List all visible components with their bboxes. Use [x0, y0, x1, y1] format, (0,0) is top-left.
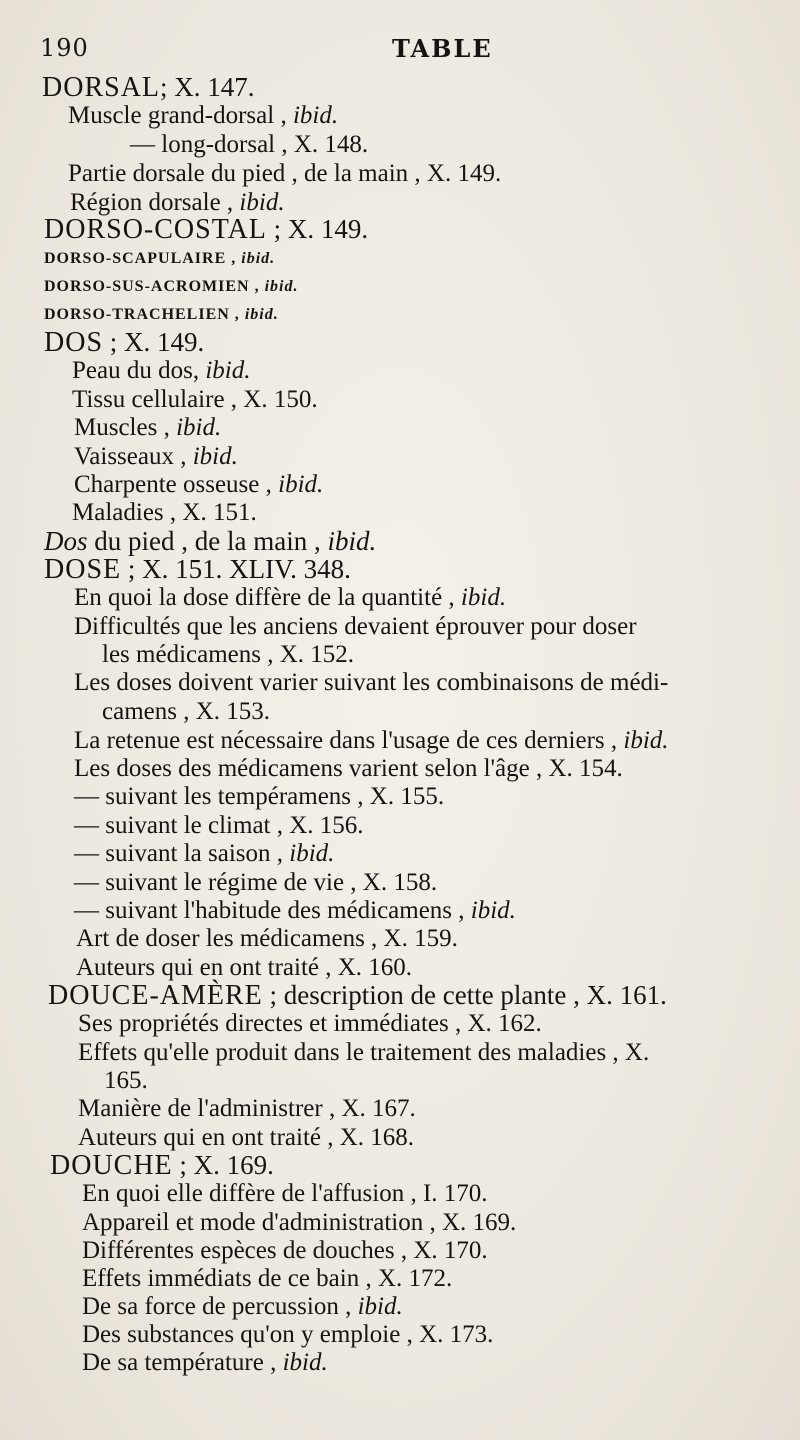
entry-text: Tissu cellulaire , X. 150. — [72, 386, 318, 413]
page-number: 190 — [40, 34, 89, 62]
entry-text: DORSO-SCAPULAIRE , — [44, 250, 242, 267]
entry-text: Muscles , — [74, 414, 177, 441]
index-entry-line — [82, 1208, 516, 1238]
entry-italic-text: ibid. — [192, 443, 238, 470]
index-entry-line — [72, 498, 257, 528]
entry-text: Difficultés que les anciens devaient éprouver pour doser — [74, 613, 637, 640]
entry-text: ; description de cette plante , X. 161. — [262, 980, 667, 1010]
entry-italic-text: ibid. — [239, 189, 285, 216]
index-entry-line — [74, 754, 623, 784]
index-entry-line — [82, 1320, 493, 1350]
entry-text: — suivant l'habitude des médicamens , — [74, 897, 471, 924]
entry-italic-text: ibid. — [623, 727, 669, 754]
entry-text: Appareil et mode d'administration , X. 169. — [82, 1209, 517, 1236]
entry-italic-text: Dos — [44, 526, 88, 556]
index-entry-line — [104, 1066, 148, 1096]
entry-italic-text: ibid. — [470, 897, 516, 924]
entry-headword: DOSE — [44, 554, 122, 585]
entry-text: du pied , de la main , — [87, 526, 328, 556]
entry-text: La retenue est nécessaire dans l'usage de ces derniers , — [74, 727, 624, 754]
entry-text: ; X. 169. — [172, 1150, 274, 1180]
index-entry-line — [78, 1123, 414, 1153]
entry-italic-text: ibid. — [357, 1293, 403, 1320]
entry-text: Région dorsale , — [70, 189, 240, 216]
entry-text: Partie dorsale du pied , de la main , X. 149. — [68, 160, 502, 187]
entry-text: Peau du dos, — [72, 357, 206, 384]
index-entry-line — [74, 811, 364, 841]
entry-italic-text: ibid. — [327, 526, 377, 556]
index-entry-line — [74, 868, 437, 898]
index-entry-line — [42, 72, 255, 103]
index-entry-line — [68, 101, 338, 131]
index-entry-line — [68, 159, 501, 189]
index-entry-line — [44, 244, 275, 274]
entry-text: camens , X. 153. — [102, 698, 271, 725]
index-entry-line — [78, 1038, 649, 1068]
index-entry-line — [44, 300, 279, 330]
entry-text: — long-dorsal , X. 148. — [130, 131, 369, 158]
index-entry-line — [82, 1264, 452, 1294]
entry-text: Vaisseaux , — [74, 443, 193, 470]
entry-italic-text: ibid. — [264, 278, 299, 295]
entry-text: ; X. 149. — [103, 327, 205, 357]
index-entry-line — [82, 1348, 328, 1378]
entry-text: Ses propriétés directes et immédiates , X. 162. — [78, 1010, 542, 1037]
index-entry-line — [74, 839, 334, 869]
index-entry-line — [44, 272, 298, 302]
entry-headword: DORSO-COSTAL — [44, 214, 267, 245]
index-entry-line — [50, 1150, 274, 1181]
entry-text: ; X. 151. XLIV. 348. — [121, 554, 351, 584]
entry-italic-text: ibid. — [278, 471, 324, 498]
entry-text: Muscle grand-dorsal , — [68, 102, 293, 129]
entry-text: En quoi elle diffère de l'affusion , I. 170. — [82, 1180, 488, 1207]
index-entry-line — [72, 356, 250, 386]
entry-headword: DOS — [44, 327, 104, 358]
index-entry-line — [82, 1236, 488, 1266]
entry-text: — suivant le régime de vie , X. 158. — [74, 869, 438, 896]
index-entry-line — [78, 1009, 542, 1039]
entry-text: — suivant les tempéramens , X. 155. — [74, 783, 445, 810]
entry-text: De sa force de percussion , — [82, 1293, 358, 1320]
entry-italic-text: ibid. — [282, 1349, 328, 1376]
entry-text: les médicamens , X. 152. — [102, 641, 355, 668]
entry-text: Auteurs qui en ont traité , X. 160. — [76, 954, 413, 981]
index-entry-line — [82, 1179, 488, 1209]
index-entry-line — [74, 612, 637, 642]
index-entry-line — [44, 554, 351, 585]
entry-text: Effets qu'elle produit dans le traitement des maladies , X. — [78, 1039, 650, 1066]
entry-headword: DOUCE-AMÈRE — [48, 980, 263, 1011]
entry-text: 165. — [104, 1067, 148, 1094]
entry-text: Manière de l'administrer , X. 167. — [78, 1095, 416, 1122]
index-entry-line — [74, 726, 669, 756]
entry-text: De sa température , — [82, 1349, 283, 1376]
entry-text: Différentes espèces de douches , X. 170. — [82, 1237, 488, 1264]
index-entry-line — [102, 697, 270, 727]
entry-text: Les doses doivent varier suivant les combinaisons de médi- — [74, 669, 669, 696]
index-entry-line — [74, 413, 221, 443]
index-entry-line — [44, 327, 204, 358]
index-entry-line — [74, 896, 516, 926]
entry-headword: DOUCHE — [50, 1150, 173, 1181]
entry-headword: DORSAL — [42, 72, 161, 103]
entry-text: DORSO-SUS-ACROMIEN , — [44, 278, 265, 295]
index-entry-line — [44, 526, 376, 556]
entry-italic-text: ibid. — [176, 414, 222, 441]
index-entry-line — [74, 782, 444, 812]
index-entry-line — [130, 130, 368, 160]
index-entry-line — [74, 583, 506, 613]
index-entry-line — [44, 214, 368, 245]
index-entry-line — [74, 668, 668, 698]
entry-text: Des substances qu'on y emploie , X. 173. — [82, 1321, 494, 1348]
index-entry-line — [102, 640, 354, 670]
running-title: TABLE — [392, 34, 493, 63]
entry-text: DORSO-TRACHELIEN , — [44, 306, 245, 323]
index-entry-line — [78, 1094, 416, 1124]
entry-italic-text: ibid. — [205, 357, 251, 384]
entry-italic-text: ibid. — [292, 102, 339, 129]
index-entry-line — [72, 385, 318, 415]
index-entry-line — [76, 924, 458, 954]
index-entry-line — [74, 442, 238, 472]
entry-text: Maladies , X. 151. — [72, 499, 257, 526]
index-entry-line — [82, 1292, 403, 1322]
entry-text: — suivant la saison , — [74, 840, 290, 867]
entry-italic-text: ibid. — [241, 250, 276, 267]
entry-text: Art de doser les médicamens , X. 159. — [76, 925, 458, 952]
entry-italic-text: ibid. — [460, 584, 507, 611]
entry-italic-text: ibid. — [244, 306, 279, 323]
entry-text: — suivant le climat , X. 156. — [74, 812, 364, 839]
entry-text: Auteurs qui en ont traité , X. 168. — [78, 1124, 415, 1151]
entry-text: ; X. 149. — [266, 214, 369, 244]
index-entry-line — [74, 470, 323, 500]
entry-text: Effets immédiats de ce bain , X. 172. — [82, 1265, 453, 1292]
entry-text: Charpente osseuse , — [74, 471, 279, 498]
index-entry-line — [48, 980, 667, 1011]
entry-text: ; X. 147. — [160, 72, 255, 102]
page-header — [40, 34, 760, 68]
index-entry-line — [76, 953, 412, 983]
entry-text: En quoi la dose diffère de la quantité , — [74, 584, 461, 611]
entry-italic-text: ibid. — [289, 840, 335, 867]
entry-text: Les doses des médicamens varient selon l'âge , X. 154. — [74, 755, 623, 782]
